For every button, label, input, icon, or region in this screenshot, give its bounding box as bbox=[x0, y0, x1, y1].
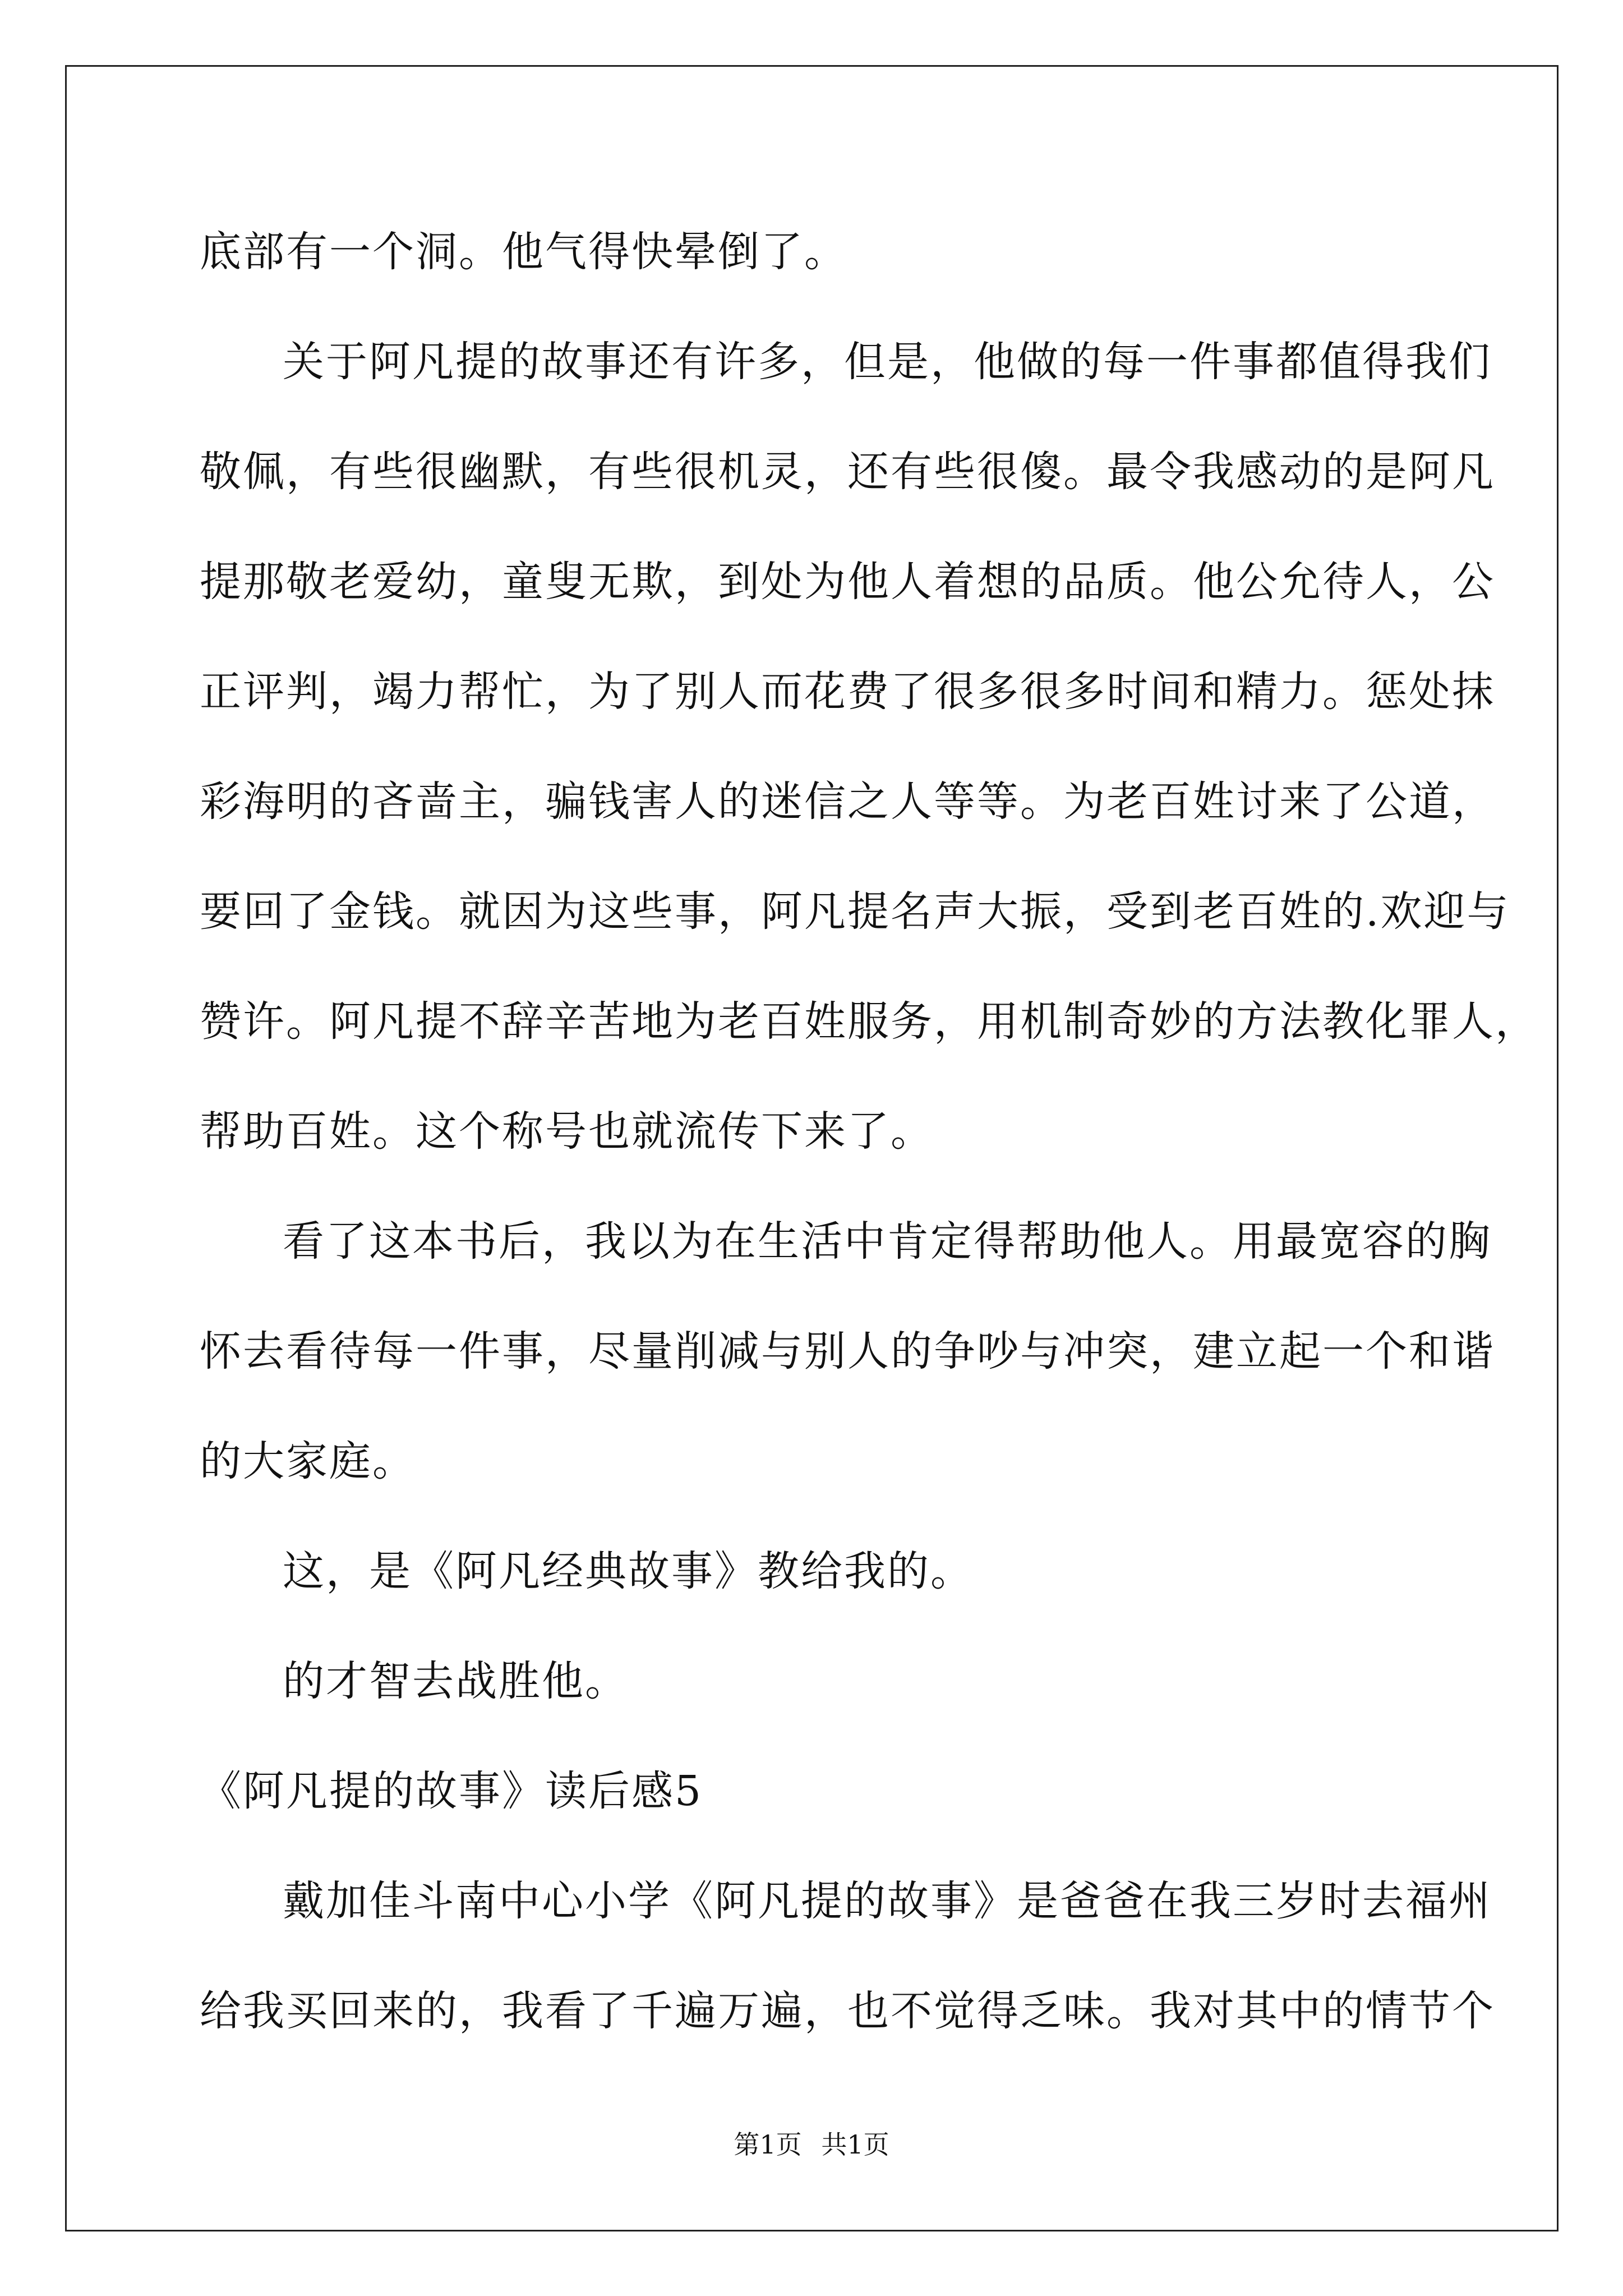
paragraph-line: 的才智去战胜他。 bbox=[283, 1657, 628, 1705]
paragraph-line: 这，是《阿凡经典故事》教给我的。 bbox=[283, 1547, 974, 1595]
paragraph-line: 给我买回来的，我看了千遍万遍，也不觉得乏味。我对其中的情节个 bbox=[200, 1987, 1495, 2035]
paragraph-line: 彩海明的吝啬主，骗钱害人的迷信之人等等。为老百姓讨来了公道， bbox=[200, 777, 1495, 826]
page-number: 第1页 bbox=[734, 2129, 802, 2160]
paragraph-line: 赞许。阿凡提不辞辛苦地为老百姓服务，用机制奇妙的方法教化罪人， bbox=[200, 997, 1538, 1046]
page-total: 共1页 bbox=[821, 2129, 889, 2160]
paragraph-line: 怀去看待每一件事，尽量削减与别人的争吵与冲突，建立起一个和谐 bbox=[200, 1327, 1495, 1375]
paragraph-line: 帮助百姓。这个称号也就流传下来了。 bbox=[200, 1107, 934, 1156]
page-footer bbox=[0, 2128, 1623, 2161]
document-body bbox=[200, 210, 1538, 2079]
paragraph-line: 底部有一个洞。他气得快晕倒了。 bbox=[200, 228, 847, 276]
paragraph-line: 的大家庭。 bbox=[200, 1437, 416, 1485]
paragraph-line: 看了这本书后，我以为在生活中肯定得帮助他人。用最宽容的胸 bbox=[283, 1217, 1492, 1266]
paragraph-line: 敬佩，有些很幽默，有些很机灵，还有些很傻。最令我感动的是阿凡 bbox=[200, 448, 1495, 496]
paragraph-line: 提那敬老爱幼，童叟无欺，到处为他人着想的品质。他公允待人，公 bbox=[200, 558, 1495, 606]
paragraph-line: 正评判，竭力帮忙，为了别人而花费了很多很多时间和精力。惩处抹 bbox=[200, 668, 1495, 716]
paragraph-line: 要回了金钱。就因为这些事，阿凡提名声大振，受到老百姓的.欢迎与 bbox=[200, 887, 1510, 936]
paragraph-line: 戴加佳斗南中心小学《阿凡提的故事》是爸爸在我三岁时去福州 bbox=[283, 1877, 1492, 1925]
section-heading: 《阿凡提的故事》读后感5 bbox=[200, 1767, 703, 1815]
paragraph-line: 关于阿凡提的故事还有许多，但是，他做的每一件事都值得我们 bbox=[283, 338, 1492, 386]
